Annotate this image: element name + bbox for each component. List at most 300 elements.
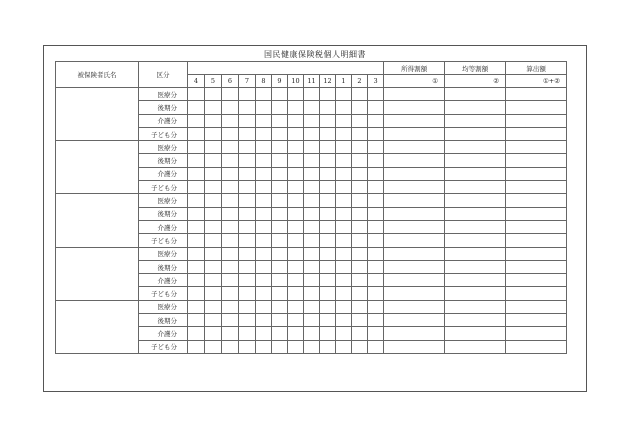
amount-cell[interactable] <box>384 181 445 194</box>
month-cell[interactable] <box>320 88 336 101</box>
month-cell[interactable] <box>256 194 272 207</box>
month-cell[interactable] <box>188 181 205 194</box>
month-cell[interactable] <box>222 247 239 260</box>
month-cell[interactable] <box>256 300 272 313</box>
month-cell[interactable] <box>352 101 368 114</box>
month-cell[interactable] <box>304 114 320 127</box>
month-cell[interactable] <box>336 327 352 340</box>
month-cell[interactable] <box>336 127 352 140</box>
month-cell[interactable] <box>320 141 336 154</box>
insured-name-cell[interactable] <box>56 88 139 141</box>
month-cell[interactable] <box>288 234 304 247</box>
amount-cell[interactable] <box>445 340 506 353</box>
month-cell[interactable] <box>304 101 320 114</box>
month-cell[interactable] <box>272 167 288 180</box>
month-cell[interactable] <box>188 167 205 180</box>
month-cell[interactable] <box>188 88 205 101</box>
amount-cell[interactable] <box>506 234 567 247</box>
amount-cell[interactable] <box>384 220 445 233</box>
month-cell[interactable] <box>272 234 288 247</box>
month-cell[interactable] <box>256 167 272 180</box>
month-cell[interactable] <box>256 141 272 154</box>
month-cell[interactable] <box>320 127 336 140</box>
month-cell[interactable] <box>188 300 205 313</box>
month-cell[interactable] <box>368 207 384 220</box>
month-cell[interactable] <box>222 287 239 300</box>
month-cell[interactable] <box>239 287 256 300</box>
month-cell[interactable] <box>205 287 222 300</box>
month-cell[interactable] <box>188 234 205 247</box>
insured-name-cell[interactable] <box>56 300 139 353</box>
month-cell[interactable] <box>336 207 352 220</box>
month-cell[interactable] <box>352 234 368 247</box>
month-cell[interactable] <box>222 260 239 273</box>
month-cell[interactable] <box>205 181 222 194</box>
month-cell[interactable] <box>222 101 239 114</box>
amount-cell[interactable] <box>445 274 506 287</box>
month-cell[interactable] <box>368 314 384 327</box>
month-cell[interactable] <box>288 167 304 180</box>
month-cell[interactable] <box>222 88 239 101</box>
amount-cell[interactable] <box>384 194 445 207</box>
month-cell[interactable] <box>188 287 205 300</box>
month-cell[interactable] <box>188 247 205 260</box>
month-cell[interactable] <box>320 194 336 207</box>
amount-cell[interactable] <box>384 274 445 287</box>
month-cell[interactable] <box>288 220 304 233</box>
month-cell[interactable] <box>222 127 239 140</box>
month-cell[interactable] <box>205 340 222 353</box>
month-cell[interactable] <box>222 314 239 327</box>
month-cell[interactable] <box>239 247 256 260</box>
amount-cell[interactable] <box>506 88 567 101</box>
amount-cell[interactable] <box>445 114 506 127</box>
amount-cell[interactable] <box>384 141 445 154</box>
month-cell[interactable] <box>304 167 320 180</box>
month-cell[interactable] <box>239 207 256 220</box>
amount-cell[interactable] <box>384 340 445 353</box>
amount-cell[interactable] <box>445 167 506 180</box>
month-cell[interactable] <box>304 314 320 327</box>
month-cell[interactable] <box>272 340 288 353</box>
month-cell[interactable] <box>368 141 384 154</box>
month-cell[interactable] <box>256 220 272 233</box>
month-cell[interactable] <box>256 127 272 140</box>
month-cell[interactable] <box>205 141 222 154</box>
month-cell[interactable] <box>188 340 205 353</box>
month-cell[interactable] <box>256 314 272 327</box>
amount-cell[interactable] <box>445 194 506 207</box>
month-cell[interactable] <box>256 234 272 247</box>
amount-cell[interactable] <box>506 314 567 327</box>
month-cell[interactable] <box>304 220 320 233</box>
month-cell[interactable] <box>320 114 336 127</box>
month-cell[interactable] <box>368 234 384 247</box>
month-cell[interactable] <box>205 167 222 180</box>
amount-cell[interactable] <box>506 101 567 114</box>
month-cell[interactable] <box>272 127 288 140</box>
month-cell[interactable] <box>368 260 384 273</box>
month-cell[interactable] <box>336 247 352 260</box>
month-cell[interactable] <box>239 114 256 127</box>
month-cell[interactable] <box>272 274 288 287</box>
month-cell[interactable] <box>368 114 384 127</box>
month-cell[interactable] <box>239 340 256 353</box>
month-cell[interactable] <box>272 101 288 114</box>
month-cell[interactable] <box>288 314 304 327</box>
month-cell[interactable] <box>188 314 205 327</box>
month-cell[interactable] <box>336 141 352 154</box>
month-cell[interactable] <box>256 114 272 127</box>
amount-cell[interactable] <box>445 154 506 167</box>
month-cell[interactable] <box>352 181 368 194</box>
month-cell[interactable] <box>304 194 320 207</box>
month-cell[interactable] <box>222 114 239 127</box>
month-cell[interactable] <box>205 260 222 273</box>
month-cell[interactable] <box>336 101 352 114</box>
month-cell[interactable] <box>256 207 272 220</box>
month-cell[interactable] <box>288 247 304 260</box>
amount-cell[interactable] <box>445 314 506 327</box>
month-cell[interactable] <box>256 101 272 114</box>
month-cell[interactable] <box>222 154 239 167</box>
amount-cell[interactable] <box>506 181 567 194</box>
month-cell[interactable] <box>304 300 320 313</box>
month-cell[interactable] <box>336 234 352 247</box>
month-cell[interactable] <box>239 274 256 287</box>
month-cell[interactable] <box>368 127 384 140</box>
month-cell[interactable] <box>368 287 384 300</box>
amount-cell[interactable] <box>384 88 445 101</box>
month-cell[interactable] <box>188 101 205 114</box>
month-cell[interactable] <box>272 194 288 207</box>
month-cell[interactable] <box>352 287 368 300</box>
month-cell[interactable] <box>222 300 239 313</box>
month-cell[interactable] <box>336 260 352 273</box>
month-cell[interactable] <box>320 300 336 313</box>
month-cell[interactable] <box>320 274 336 287</box>
month-cell[interactable] <box>368 181 384 194</box>
month-cell[interactable] <box>188 220 205 233</box>
month-cell[interactable] <box>288 127 304 140</box>
month-cell[interactable] <box>222 194 239 207</box>
amount-cell[interactable] <box>384 114 445 127</box>
month-cell[interactable] <box>320 247 336 260</box>
month-cell[interactable] <box>336 340 352 353</box>
month-cell[interactable] <box>320 260 336 273</box>
amount-cell[interactable] <box>506 154 567 167</box>
month-cell[interactable] <box>222 274 239 287</box>
amount-cell[interactable] <box>506 114 567 127</box>
month-cell[interactable] <box>205 234 222 247</box>
month-cell[interactable] <box>272 247 288 260</box>
amount-cell[interactable] <box>445 88 506 101</box>
month-cell[interactable] <box>304 234 320 247</box>
amount-cell[interactable] <box>445 220 506 233</box>
month-cell[interactable] <box>222 207 239 220</box>
month-cell[interactable] <box>336 220 352 233</box>
month-cell[interactable] <box>188 274 205 287</box>
month-cell[interactable] <box>205 127 222 140</box>
month-cell[interactable] <box>368 220 384 233</box>
month-cell[interactable] <box>222 181 239 194</box>
amount-cell[interactable] <box>384 101 445 114</box>
month-cell[interactable] <box>288 300 304 313</box>
month-cell[interactable] <box>368 274 384 287</box>
month-cell[interactable] <box>239 141 256 154</box>
month-cell[interactable] <box>239 194 256 207</box>
month-cell[interactable] <box>239 127 256 140</box>
month-cell[interactable] <box>272 181 288 194</box>
month-cell[interactable] <box>222 327 239 340</box>
month-cell[interactable] <box>336 181 352 194</box>
month-cell[interactable] <box>205 327 222 340</box>
month-cell[interactable] <box>272 260 288 273</box>
month-cell[interactable] <box>188 154 205 167</box>
month-cell[interactable] <box>272 300 288 313</box>
month-cell[interactable] <box>352 274 368 287</box>
month-cell[interactable] <box>288 260 304 273</box>
month-cell[interactable] <box>272 314 288 327</box>
amount-cell[interactable] <box>384 127 445 140</box>
month-cell[interactable] <box>205 194 222 207</box>
month-cell[interactable] <box>239 88 256 101</box>
month-cell[interactable] <box>352 167 368 180</box>
month-cell[interactable] <box>239 220 256 233</box>
month-cell[interactable] <box>352 247 368 260</box>
month-cell[interactable] <box>352 141 368 154</box>
month-cell[interactable] <box>205 220 222 233</box>
month-cell[interactable] <box>188 114 205 127</box>
month-cell[interactable] <box>188 141 205 154</box>
month-cell[interactable] <box>288 207 304 220</box>
month-cell[interactable] <box>320 327 336 340</box>
month-cell[interactable] <box>352 154 368 167</box>
amount-cell[interactable] <box>506 207 567 220</box>
month-cell[interactable] <box>239 154 256 167</box>
month-cell[interactable] <box>288 274 304 287</box>
amount-cell[interactable] <box>506 247 567 260</box>
month-cell[interactable] <box>288 88 304 101</box>
month-cell[interactable] <box>320 287 336 300</box>
month-cell[interactable] <box>272 207 288 220</box>
month-cell[interactable] <box>205 314 222 327</box>
month-cell[interactable] <box>205 101 222 114</box>
month-cell[interactable] <box>188 127 205 140</box>
amount-cell[interactable] <box>384 314 445 327</box>
amount-cell[interactable] <box>445 141 506 154</box>
month-cell[interactable] <box>288 114 304 127</box>
amount-cell[interactable] <box>445 287 506 300</box>
month-cell[interactable] <box>239 300 256 313</box>
month-cell[interactable] <box>304 207 320 220</box>
amount-cell[interactable] <box>445 234 506 247</box>
month-cell[interactable] <box>368 101 384 114</box>
month-cell[interactable] <box>288 141 304 154</box>
month-cell[interactable] <box>222 220 239 233</box>
amount-cell[interactable] <box>506 167 567 180</box>
month-cell[interactable] <box>368 300 384 313</box>
month-cell[interactable] <box>304 274 320 287</box>
month-cell[interactable] <box>205 300 222 313</box>
amount-cell[interactable] <box>384 167 445 180</box>
month-cell[interactable] <box>272 154 288 167</box>
amount-cell[interactable] <box>506 274 567 287</box>
amount-cell[interactable] <box>506 300 567 313</box>
amount-cell[interactable] <box>445 327 506 340</box>
amount-cell[interactable] <box>384 207 445 220</box>
month-cell[interactable] <box>205 88 222 101</box>
month-cell[interactable] <box>222 167 239 180</box>
month-cell[interactable] <box>288 340 304 353</box>
month-cell[interactable] <box>368 194 384 207</box>
month-cell[interactable] <box>352 220 368 233</box>
amount-cell[interactable] <box>384 260 445 273</box>
month-cell[interactable] <box>336 114 352 127</box>
month-cell[interactable] <box>239 327 256 340</box>
insured-name-cell[interactable] <box>56 247 139 300</box>
amount-cell[interactable] <box>506 141 567 154</box>
amount-cell[interactable] <box>445 101 506 114</box>
month-cell[interactable] <box>288 154 304 167</box>
month-cell[interactable] <box>368 167 384 180</box>
month-cell[interactable] <box>320 207 336 220</box>
amount-cell[interactable] <box>384 247 445 260</box>
month-cell[interactable] <box>336 287 352 300</box>
month-cell[interactable] <box>304 127 320 140</box>
month-cell[interactable] <box>272 88 288 101</box>
month-cell[interactable] <box>368 327 384 340</box>
month-cell[interactable] <box>205 274 222 287</box>
month-cell[interactable] <box>256 88 272 101</box>
month-cell[interactable] <box>352 327 368 340</box>
month-cell[interactable] <box>272 220 288 233</box>
month-cell[interactable] <box>205 247 222 260</box>
month-cell[interactable] <box>288 194 304 207</box>
month-cell[interactable] <box>188 207 205 220</box>
month-cell[interactable] <box>256 340 272 353</box>
month-cell[interactable] <box>239 260 256 273</box>
month-cell[interactable] <box>320 181 336 194</box>
insured-name-cell[interactable] <box>56 141 139 194</box>
month-cell[interactable] <box>320 234 336 247</box>
month-cell[interactable] <box>352 260 368 273</box>
month-cell[interactable] <box>222 141 239 154</box>
month-cell[interactable] <box>239 234 256 247</box>
month-cell[interactable] <box>304 247 320 260</box>
amount-cell[interactable] <box>384 154 445 167</box>
month-cell[interactable] <box>205 154 222 167</box>
month-cell[interactable] <box>272 327 288 340</box>
amount-cell[interactable] <box>506 327 567 340</box>
amount-cell[interactable] <box>445 127 506 140</box>
month-cell[interactable] <box>239 181 256 194</box>
month-cell[interactable] <box>304 287 320 300</box>
month-cell[interactable] <box>336 194 352 207</box>
month-cell[interactable] <box>288 181 304 194</box>
month-cell[interactable] <box>304 181 320 194</box>
month-cell[interactable] <box>336 314 352 327</box>
month-cell[interactable] <box>336 88 352 101</box>
month-cell[interactable] <box>272 287 288 300</box>
month-cell[interactable] <box>352 127 368 140</box>
month-cell[interactable] <box>304 154 320 167</box>
amount-cell[interactable] <box>384 327 445 340</box>
amount-cell[interactable] <box>384 234 445 247</box>
amount-cell[interactable] <box>506 287 567 300</box>
month-cell[interactable] <box>368 340 384 353</box>
month-cell[interactable] <box>320 154 336 167</box>
month-cell[interactable] <box>222 234 239 247</box>
amount-cell[interactable] <box>445 247 506 260</box>
month-cell[interactable] <box>272 114 288 127</box>
month-cell[interactable] <box>368 247 384 260</box>
month-cell[interactable] <box>256 181 272 194</box>
amount-cell[interactable] <box>384 300 445 313</box>
insured-name-cell[interactable] <box>56 194 139 247</box>
amount-cell[interactable] <box>384 287 445 300</box>
month-cell[interactable] <box>188 194 205 207</box>
month-cell[interactable] <box>320 167 336 180</box>
month-cell[interactable] <box>222 340 239 353</box>
month-cell[interactable] <box>368 88 384 101</box>
month-cell[interactable] <box>320 220 336 233</box>
amount-cell[interactable] <box>506 340 567 353</box>
month-cell[interactable] <box>352 114 368 127</box>
month-cell[interactable] <box>352 88 368 101</box>
month-cell[interactable] <box>304 141 320 154</box>
month-cell[interactable] <box>320 314 336 327</box>
amount-cell[interactable] <box>445 300 506 313</box>
month-cell[interactable] <box>239 314 256 327</box>
month-cell[interactable] <box>368 154 384 167</box>
month-cell[interactable] <box>336 154 352 167</box>
month-cell[interactable] <box>205 114 222 127</box>
month-cell[interactable] <box>336 167 352 180</box>
month-cell[interactable] <box>352 300 368 313</box>
month-cell[interactable] <box>336 300 352 313</box>
month-cell[interactable] <box>304 88 320 101</box>
month-cell[interactable] <box>320 340 336 353</box>
month-cell[interactable] <box>256 260 272 273</box>
month-cell[interactable] <box>239 167 256 180</box>
month-cell[interactable] <box>188 260 205 273</box>
amount-cell[interactable] <box>506 220 567 233</box>
month-cell[interactable] <box>352 207 368 220</box>
month-cell[interactable] <box>352 340 368 353</box>
amount-cell[interactable] <box>506 127 567 140</box>
month-cell[interactable] <box>288 287 304 300</box>
month-cell[interactable] <box>304 340 320 353</box>
month-cell[interactable] <box>288 101 304 114</box>
amount-cell[interactable] <box>445 260 506 273</box>
month-cell[interactable] <box>304 260 320 273</box>
month-cell[interactable] <box>304 327 320 340</box>
month-cell[interactable] <box>188 327 205 340</box>
month-cell[interactable] <box>320 101 336 114</box>
month-cell[interactable] <box>256 327 272 340</box>
month-cell[interactable] <box>256 287 272 300</box>
amount-cell[interactable] <box>445 181 506 194</box>
month-cell[interactable] <box>256 274 272 287</box>
month-cell[interactable] <box>239 101 256 114</box>
amount-cell[interactable] <box>506 194 567 207</box>
month-cell[interactable] <box>352 314 368 327</box>
amount-cell[interactable] <box>445 207 506 220</box>
month-cell[interactable] <box>288 327 304 340</box>
month-cell[interactable] <box>336 274 352 287</box>
amount-cell[interactable] <box>506 260 567 273</box>
